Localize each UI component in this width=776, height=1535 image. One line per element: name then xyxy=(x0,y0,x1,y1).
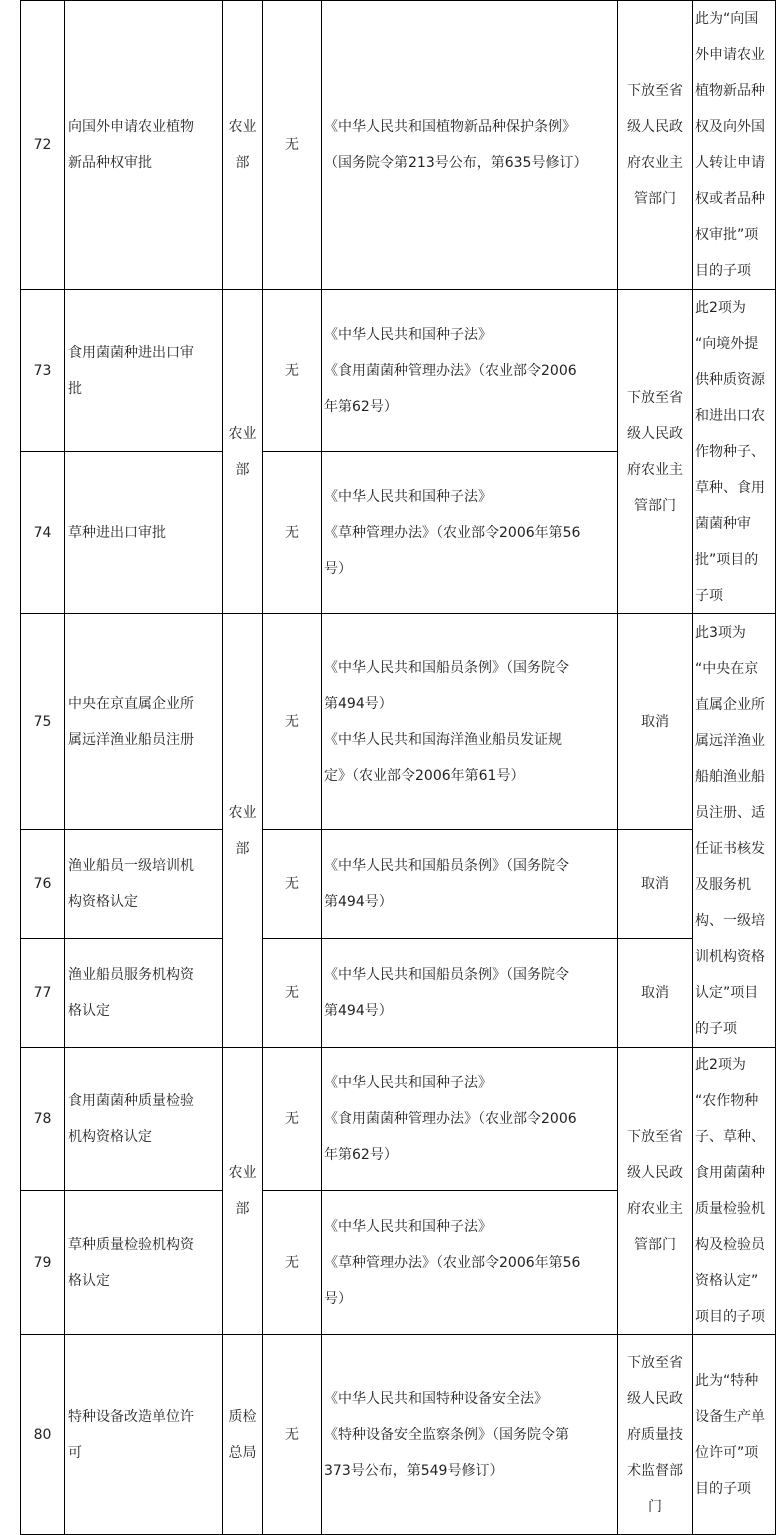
row-number: 73 xyxy=(33,362,52,379)
legal-basis: 《中华人民共和国种子法》 《食用菌菌种管理办法》（农业部令2006 年第62号） xyxy=(324,1075,577,1163)
basis-value: 无 xyxy=(285,1426,299,1443)
item-name: 中央在京直属企业所 属远洋渔业船员注册 xyxy=(68,695,194,748)
remark-value: 此为“特种 设备生产单 位许可”项 目的子项 xyxy=(695,1372,765,1497)
basis-value: 无 xyxy=(285,137,299,153)
item-name: 渔业船员一级培训机 构资格认定 xyxy=(68,858,194,910)
department-value: 质检 总局 xyxy=(228,1408,257,1461)
department-value: 农业 部 xyxy=(228,425,257,478)
basis-value: 无 xyxy=(285,524,299,541)
department-value: 农业 部 xyxy=(228,119,257,171)
row-number: 72 xyxy=(33,137,52,153)
legal-basis: 《中华人民共和国种子法》 《食用菌菌种管理办法》（农业部令2006 年第62号） xyxy=(324,326,577,415)
action-value: 取消 xyxy=(641,876,669,892)
department-value: 农业 部 xyxy=(228,804,257,857)
department-value: 农业 部 xyxy=(228,1165,257,1217)
action-value: 下放至省 级人民政 府农业主 管部门 xyxy=(627,83,683,207)
basis-value: 无 xyxy=(285,1111,299,1127)
legal-basis: 《中华人民共和国种子法》 《草种管理办法》（农业部令2006年第56 号） xyxy=(324,1218,581,1307)
item-name: 向国外申请农业植物 新品种权审批 xyxy=(68,119,194,171)
remark-value: 此为“向国 外申请农业 植物新品种 权及向外国 人转让申请 权或者品种 权审批”项 目的子项 xyxy=(695,11,765,279)
row-number: 80 xyxy=(33,1426,52,1443)
remark-value: 此2项为 “向境外提 供种质资源 和进出口农 作物种子、 草种、食用 菌菌种审 批”项目的 子项 xyxy=(695,299,765,604)
row-number: 75 xyxy=(33,713,52,730)
remark-value: 此3项为 “中央在京 直属企业所 属远洋渔业 船舶渔业船 员注册、适 任证书核发 及服务机 构、一级培 训机构资格 认定”项目 的子项 xyxy=(695,624,765,1037)
legal-basis: 《中华人民共和国特种设备安全法》 《特种设备安全监察条例》（国务院令第 373号公布，第549号修订） xyxy=(324,1390,569,1479)
item-name: 特种设备改造单位许 可 xyxy=(68,1408,194,1461)
legal-basis: 《中华人民共和国船员条例》（国务院令 第494号） xyxy=(324,858,569,910)
item-name: 食用菌菌种进出口审 批 xyxy=(68,344,194,397)
row-number: 78 xyxy=(33,1111,52,1127)
item-name: 草种质量检验机构资 格认定 xyxy=(68,1236,194,1289)
legal-basis: 《中华人民共和国船员条例》（国务院令 第494号） 《中华人民共和国海洋渔业船员发证规 定》（农业部令2006年第61号） xyxy=(324,659,569,784)
basis-value: 无 xyxy=(285,985,299,1001)
legal-basis: 《中华人民共和国船员条例》（国务院令 第494号） xyxy=(324,967,569,1019)
item-name: 食用菌菌种质量检验 机构资格认定 xyxy=(68,1093,194,1145)
row-number: 74 xyxy=(33,524,52,541)
row-number: 77 xyxy=(33,985,52,1001)
row-number: 79 xyxy=(33,1254,52,1271)
action-value: 下放至省 级人民政 府质量技 术监督部 门 xyxy=(627,1354,683,1515)
action-value: 取消 xyxy=(641,985,669,1001)
item-name: 草种进出口审批 xyxy=(68,524,166,541)
legal-basis: 《中华人民共和国种子法》 《草种管理办法》（农业部令2006年第56 号） xyxy=(324,488,581,577)
basis-value: 无 xyxy=(285,362,299,379)
basis-value: 无 xyxy=(285,876,299,892)
action-value: 取消 xyxy=(641,713,669,730)
action-value: 下放至省 级人民政 府农业主 管部门 xyxy=(627,1129,683,1253)
basis-value: 无 xyxy=(285,1254,299,1271)
basis-value: 无 xyxy=(285,713,299,730)
remark-value: 此2项为 “农作物种 子、草种、 食用菌菌种 质量检验机 构及检验员 资格认定” 项目的子项 xyxy=(695,1057,765,1325)
row-number: 76 xyxy=(33,876,52,892)
action-value: 下放至省 级人民政 府农业主 管部门 xyxy=(627,389,683,514)
item-name: 渔业船员服务机构资 格认定 xyxy=(68,967,194,1019)
legal-basis: 《中华人民共和国植物新品种保护条例》 （国务院令第213号公布，第635号修订） xyxy=(324,119,588,171)
